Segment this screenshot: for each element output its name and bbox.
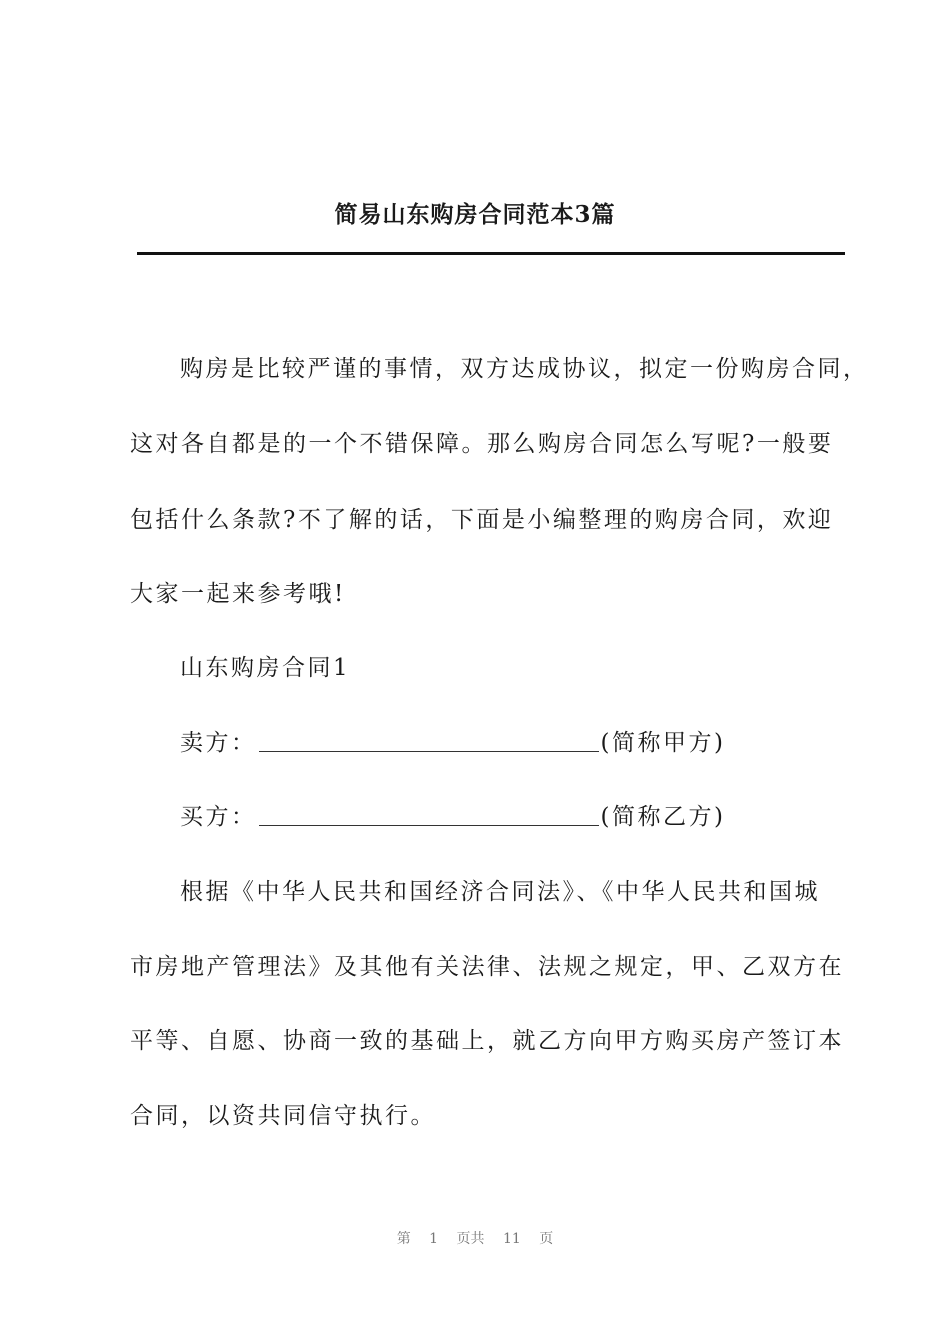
seller-label: 卖方： — [180, 730, 257, 756]
seller-line — [180, 727, 725, 759]
buyer-line — [180, 801, 725, 833]
intro-line-1: 购房是比较严谨的事情，双方达成协议，拟定一份购房合同， — [180, 356, 869, 382]
section-heading: 山东购房合同1 — [180, 655, 351, 681]
body-line-3: 平等、自愿、协商一致的基础上，就乙方向甲方购买房产签订本 — [130, 1028, 844, 1054]
buyer-label: 买方： — [180, 804, 257, 830]
seller-suffix: (简称甲方) — [600, 730, 726, 756]
footer-page-word: 第 — [396, 1231, 411, 1247]
intro-line-2: 这对各自都是的一个不错保障。那么购房合同怎么写呢?一般要 — [130, 431, 834, 457]
buyer-suffix: (简称乙方) — [600, 804, 726, 830]
footer-page-suffix: 页 — [539, 1231, 554, 1247]
title-divider — [137, 252, 845, 255]
document-title: 简易山东购房合同范本3篇 — [334, 201, 616, 228]
footer-page-of: 页共 — [456, 1231, 485, 1247]
seller-blank-field[interactable] — [259, 751, 599, 752]
footer-total-pages: 11 — [503, 1231, 521, 1247]
intro-line-4: 大家一起来参考哦! — [130, 581, 346, 607]
footer-page-number: 1 — [429, 1231, 439, 1247]
page-footer — [0, 1229, 950, 1249]
body-line-1: 根据《中华人民共和国经济合同法》、《中华人民共和国城 — [180, 879, 820, 905]
buyer-blank-field[interactable] — [259, 825, 599, 826]
body-line-2: 市房地产管理法》及其他有关法律、法规之规定，甲、乙双方在 — [130, 954, 844, 980]
body-line-4: 合同，以资共同信守执行。 — [130, 1103, 436, 1129]
intro-line-3: 包括什么条款?不了解的话，下面是小编整理的购房合同，欢迎 — [130, 507, 834, 533]
